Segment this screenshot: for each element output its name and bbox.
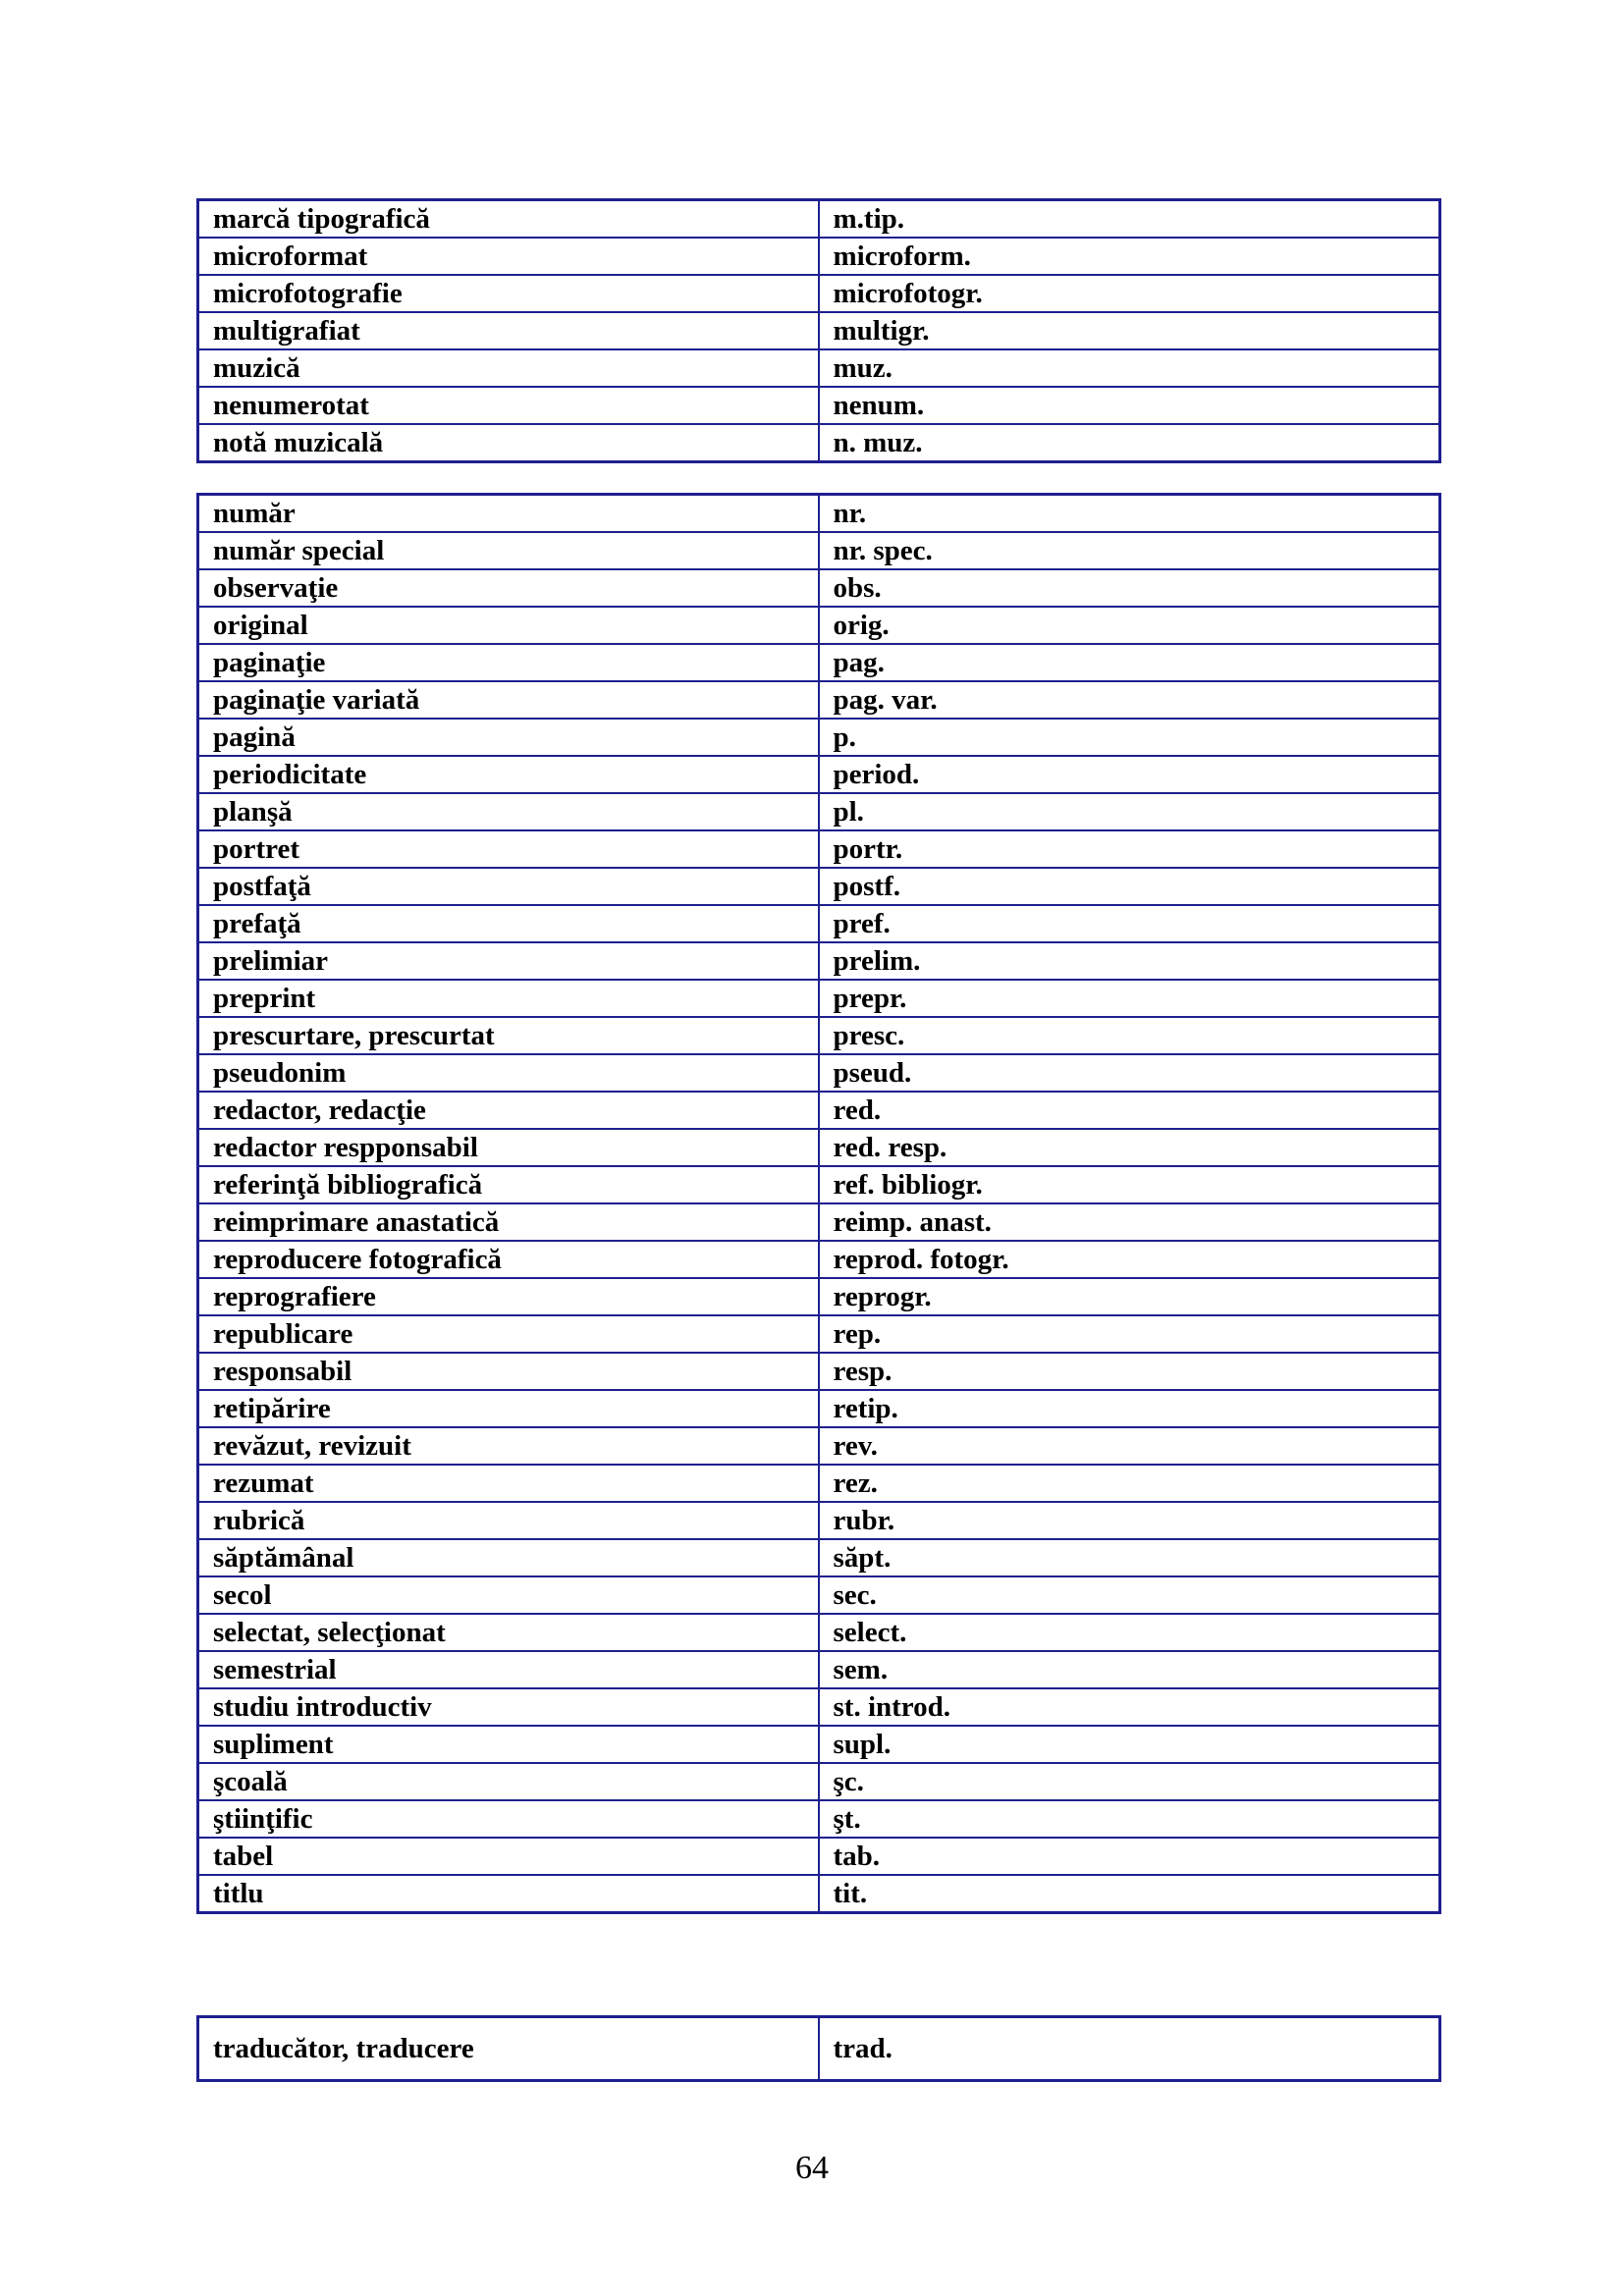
table-row — [198, 1576, 1440, 1614]
table-row — [198, 349, 1440, 387]
table-row — [198, 1502, 1440, 1539]
term-cell: traducător, traducere — [198, 2017, 819, 2081]
abbreviation-cell: reimp. anast. — [819, 1203, 1440, 1241]
abbreviation-cell: m.tip. — [819, 200, 1440, 239]
table-row — [198, 1017, 1440, 1054]
term-cell: supliment — [198, 1726, 819, 1763]
abbreviation-cell: rep. — [819, 1315, 1440, 1353]
term-cell: pagină — [198, 719, 819, 756]
abbreviation-cell: ref. bibliogr. — [819, 1166, 1440, 1203]
table-row — [198, 532, 1440, 569]
abbreviation-cell: multigr. — [819, 312, 1440, 349]
table-row — [198, 200, 1440, 239]
term-cell: observaţie — [198, 569, 819, 607]
term-cell: săptămânal — [198, 1539, 819, 1576]
abbreviation-cell: period. — [819, 756, 1440, 793]
term-cell: şcoală — [198, 1763, 819, 1800]
abbreviation-cell: microfotogr. — [819, 275, 1440, 312]
term-cell: retipărire — [198, 1390, 819, 1427]
abbreviation-cell: trad. — [819, 2017, 1440, 2081]
abbreviation-cell: pseud. — [819, 1054, 1440, 1092]
table-row — [198, 424, 1440, 462]
term-cell: muzică — [198, 349, 819, 387]
table-row — [198, 1763, 1440, 1800]
term-cell: semestrial — [198, 1651, 819, 1688]
table-row — [198, 1465, 1440, 1502]
table-row — [198, 1688, 1440, 1726]
abbreviation-cell: presc. — [819, 1017, 1440, 1054]
abbreviation-cell: n. muz. — [819, 424, 1440, 462]
term-cell: ştiinţific — [198, 1800, 819, 1838]
term-cell: prelimiar — [198, 942, 819, 980]
abbreviation-cell: supl. — [819, 1726, 1440, 1763]
abbreviation-cell: tab. — [819, 1838, 1440, 1875]
term-cell: marcă tipografică — [198, 200, 819, 239]
abbreviation-cell: pref. — [819, 905, 1440, 942]
table-row — [198, 1241, 1440, 1278]
abbreviation-cell: rubr. — [819, 1502, 1440, 1539]
table-body — [198, 2017, 1440, 2081]
abbreviation-cell: retip. — [819, 1390, 1440, 1427]
abbreviation-table-block-3 — [196, 2015, 1441, 2082]
term-cell: pseudonim — [198, 1054, 819, 1092]
table-row — [198, 1875, 1440, 1913]
term-cell: multigrafiat — [198, 312, 819, 349]
table-body — [198, 200, 1440, 462]
term-cell: selectat, selecţionat — [198, 1614, 819, 1651]
term-cell: prefaţă — [198, 905, 819, 942]
term-cell: studiu introductiv — [198, 1688, 819, 1726]
table-row — [198, 1726, 1440, 1763]
abbreviation-table-block-2 — [196, 493, 1441, 1914]
table-row — [198, 1838, 1440, 1875]
term-cell: portret — [198, 830, 819, 868]
abbreviation-cell: şc. — [819, 1763, 1440, 1800]
abbreviation-cell: obs. — [819, 569, 1440, 607]
term-cell: reimprimare anastatică — [198, 1203, 819, 1241]
table-row — [198, 793, 1440, 830]
term-cell: reproducere fotografică — [198, 1241, 819, 1278]
table-row — [198, 312, 1440, 349]
table-row — [198, 238, 1440, 275]
table-body — [198, 495, 1440, 1913]
page-number: 64 — [795, 2150, 829, 2186]
abbreviation-cell: tit. — [819, 1875, 1440, 1913]
table-row — [198, 719, 1440, 756]
table-row — [198, 1353, 1440, 1390]
term-cell: preprint — [198, 980, 819, 1017]
term-cell: tabel — [198, 1838, 819, 1875]
table-row — [198, 495, 1440, 533]
abbreviation-table-block-1 — [196, 198, 1441, 463]
table-row — [198, 942, 1440, 980]
term-cell: original — [198, 607, 819, 644]
abbreviation-cell: prelim. — [819, 942, 1440, 980]
abbreviation-cell: reprogr. — [819, 1278, 1440, 1315]
table-row — [198, 569, 1440, 607]
table-row — [198, 1614, 1440, 1651]
abbreviation-cell: p. — [819, 719, 1440, 756]
table-row — [198, 1054, 1440, 1092]
term-cell: număr special — [198, 532, 819, 569]
term-cell: microformat — [198, 238, 819, 275]
table-row — [198, 1203, 1440, 1241]
abbreviation-cell: select. — [819, 1614, 1440, 1651]
abbreviation-cell: muz. — [819, 349, 1440, 387]
term-cell: nenumerotat — [198, 387, 819, 424]
table-row — [198, 905, 1440, 942]
abbreviation-cell: săpt. — [819, 1539, 1440, 1576]
abbreviation-cell: portr. — [819, 830, 1440, 868]
term-cell: titlu — [198, 1875, 819, 1913]
table-row — [198, 681, 1440, 719]
table-row — [198, 1315, 1440, 1353]
abbreviation-cell: nr. spec. — [819, 532, 1440, 569]
table-row — [198, 644, 1440, 681]
term-cell: microfotografie — [198, 275, 819, 312]
table-row — [198, 868, 1440, 905]
table-row — [198, 1390, 1440, 1427]
abbreviation-cell: pag. var. — [819, 681, 1440, 719]
table-row — [198, 275, 1440, 312]
term-cell: rezumat — [198, 1465, 819, 1502]
table-row — [198, 1166, 1440, 1203]
table-row — [198, 1539, 1440, 1576]
abbreviation-cell: red. resp. — [819, 1129, 1440, 1166]
abbreviation-cell: pag. — [819, 644, 1440, 681]
abbreviation-cell: şt. — [819, 1800, 1440, 1838]
table-row — [198, 830, 1440, 868]
abbreviation-cell: nenum. — [819, 387, 1440, 424]
table-row — [198, 1092, 1440, 1129]
abbreviation-cell: rez. — [819, 1465, 1440, 1502]
term-cell: notă muzicală — [198, 424, 819, 462]
abbreviation-cell: nr. — [819, 495, 1440, 533]
term-cell: prescurtare, prescurtat — [198, 1017, 819, 1054]
abbreviation-cell: sem. — [819, 1651, 1440, 1688]
term-cell: republicare — [198, 1315, 819, 1353]
abbreviation-cell: postf. — [819, 868, 1440, 905]
table-row — [198, 1427, 1440, 1465]
term-cell: număr — [198, 495, 819, 533]
term-cell: rubrică — [198, 1502, 819, 1539]
term-cell: planşă — [198, 793, 819, 830]
table-row — [198, 756, 1440, 793]
table-row — [198, 607, 1440, 644]
abbreviation-cell: orig. — [819, 607, 1440, 644]
term-cell: postfaţă — [198, 868, 819, 905]
term-cell: referinţă bibliografică — [198, 1166, 819, 1203]
abbreviation-cell: reprod. fotogr. — [819, 1241, 1440, 1278]
term-cell: secol — [198, 1576, 819, 1614]
abbreviation-cell: prepr. — [819, 980, 1440, 1017]
abbreviation-cell: sec. — [819, 1576, 1440, 1614]
term-cell: reprografiere — [198, 1278, 819, 1315]
abbreviation-cell: resp. — [819, 1353, 1440, 1390]
table-row — [198, 1129, 1440, 1166]
abbreviation-cell: red. — [819, 1092, 1440, 1129]
term-cell: paginaţie variată — [198, 681, 819, 719]
table-row — [198, 1278, 1440, 1315]
abbreviation-cell: pl. — [819, 793, 1440, 830]
abbreviation-cell: rev. — [819, 1427, 1440, 1465]
abbreviation-cell: st. introd. — [819, 1688, 1440, 1726]
table-row — [198, 387, 1440, 424]
term-cell: responsabil — [198, 1353, 819, 1390]
table-row — [198, 1800, 1440, 1838]
table-row — [198, 980, 1440, 1017]
abbreviation-cell: microform. — [819, 238, 1440, 275]
term-cell: redactor respponsabil — [198, 1129, 819, 1166]
term-cell: redactor, redacţie — [198, 1092, 819, 1129]
term-cell: revăzut, revizuit — [198, 1427, 819, 1465]
table-row — [198, 1651, 1440, 1688]
term-cell: periodicitate — [198, 756, 819, 793]
term-cell: paginaţie — [198, 644, 819, 681]
table-row — [198, 2017, 1440, 2081]
